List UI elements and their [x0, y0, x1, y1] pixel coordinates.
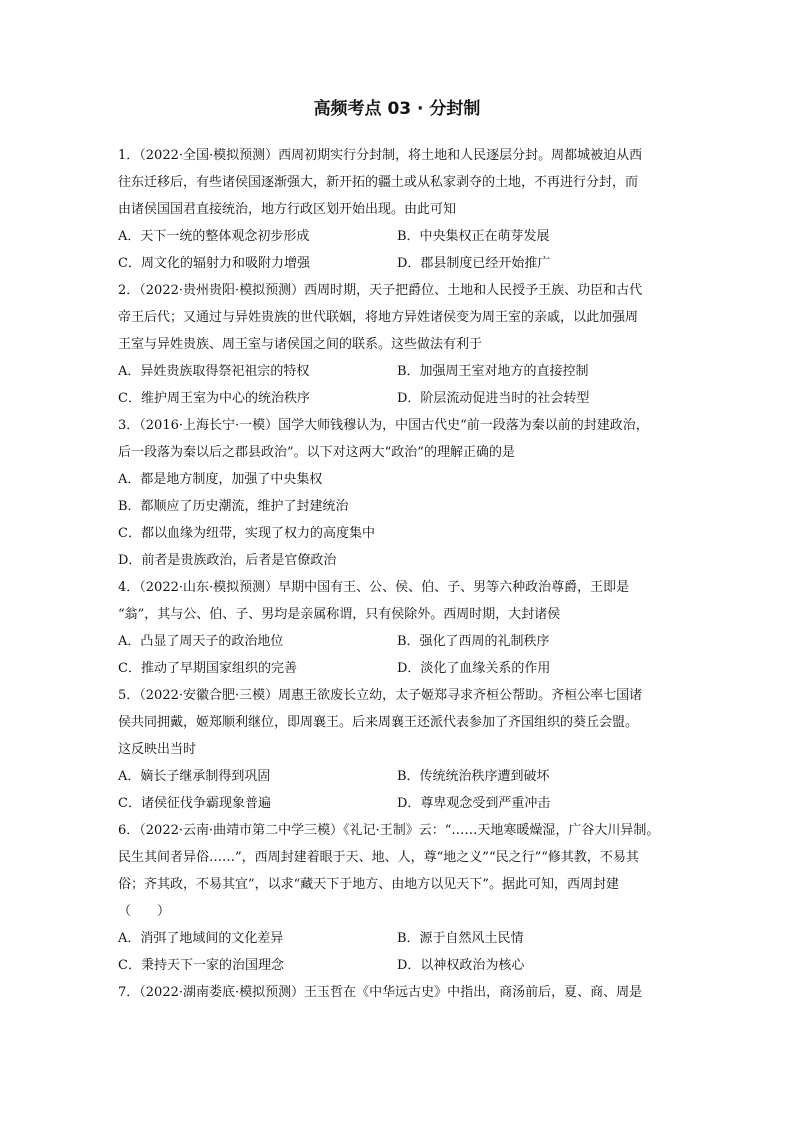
- answer-option: D．以神权政治为核心: [397, 958, 525, 973]
- option-row: [118, 358, 686, 385]
- option-row: [118, 925, 686, 952]
- question-stem-line: 这反映出当时: [118, 742, 197, 757]
- answer-option: A．凸显了周天子的政治地位: [118, 634, 284, 649]
- question-stem-line: 6．（2022·云南·曲靖市第二中学三模）《礼记·王制》云：“……天地寒暖燥湿，广谷大川异制。: [118, 823, 660, 838]
- answer-option: D．阶层流动促进当时的社会转型: [397, 391, 590, 406]
- answer-option: C．秉持天下一家的治国理念: [118, 958, 284, 973]
- answer-option: D．郡县制度已经开始推广: [397, 256, 551, 271]
- question-7: [118, 979, 686, 1006]
- option-row: [118, 790, 686, 817]
- question-stem-line: “翁”，其与公、伯、子、男均是亲属称谓，只有侯除外。西周时期，大封诸侯: [118, 607, 561, 622]
- option-row: [118, 655, 686, 682]
- answer-option: D．前者是贵族政治，后者是官僚政治: [118, 553, 337, 568]
- question-2: [118, 277, 686, 412]
- question-stem-line: 1．（2022·全国·模拟预测）西周初期实行分封制，将土地和人民逐层分封。周都城被迫从西: [118, 148, 643, 163]
- option-row: [118, 223, 686, 250]
- question-3: [118, 412, 686, 574]
- question-5: [118, 682, 686, 817]
- question-stem-line: 由诸侯国国君直接统治，地方行政区划开始出现。由此可知: [118, 202, 457, 217]
- question-stem-line: 俗；齐其政，不易其宜”，以求“藏天下于地方、由地方以见天下”。据此可知，西周封建: [118, 877, 619, 892]
- question-stem-line: 4．（2022·山东·模拟预测）早期中国有王、公、侯、伯、子、男等六种政治尊爵，王即是: [118, 580, 630, 595]
- question-stem-line: 7．（2022·湖南娄底·模拟预测）王玉哲在《中华远古史》中指出，商汤前后，夏、商、周是: [118, 985, 643, 1000]
- question-stem-line: 民生其间者异俗……”，西周封建着眼于天、地、人，尊“地之义”“民之行”“修其教，不易其: [118, 850, 639, 865]
- answer-option: C．推动了早期国家组织的完善: [118, 661, 297, 676]
- question-stem-line: 王室与异姓贵族、周王室与诸侯国之间的联系。这些做法有利于: [118, 337, 483, 352]
- option-row: [118, 520, 686, 547]
- question-stem-line: 2．（2022·贵州贵阳·模拟预测）西周时期，天子把爵位、土地和人民授予王族、功臣和古代: [118, 283, 643, 298]
- question-4: [118, 574, 686, 682]
- question-stem-line: （ ）: [118, 904, 171, 919]
- question-6: [118, 817, 686, 979]
- question-1: [118, 142, 686, 277]
- answer-option: D．淡化了血缘关系的作用: [397, 661, 551, 676]
- option-row: [118, 385, 686, 412]
- option-row: [118, 466, 686, 493]
- question-stem-line: 往东迁移后，有些诸侯国逐渐强大，新开拓的疆土或从私家剥夺的土地，不再进行分封，而: [118, 175, 639, 190]
- option-row: [118, 547, 686, 574]
- answer-option: C．诸侯征伐争霸现象普遍: [118, 796, 271, 811]
- page-title: 高频考点 03 · 分封制: [313, 99, 481, 119]
- question-stem-line: 侯共同拥戴，姬郑顺利继位，即周襄王。后来周襄王还派代表参加了齐国组织的葵丘会盟。: [118, 715, 639, 730]
- answer-option: A．都是地方制度，加强了中央集权: [118, 472, 323, 487]
- answer-option: A．消弭了地域间的文化差异: [118, 931, 284, 946]
- option-row: [118, 493, 686, 520]
- answer-option: B．都顺应了历史潮流，维护了封建统治: [118, 499, 349, 514]
- answer-option: A．异姓贵族取得祭祀祖宗的特权: [118, 364, 310, 379]
- answer-option: B．传统统治秩序遭到破坏: [397, 769, 550, 784]
- answer-option: B．强化了西周的礼制秩序: [397, 634, 550, 649]
- answer-option: C．周文化的辐射力和吸附力增强: [118, 256, 310, 271]
- question-list: [118, 142, 686, 1006]
- answer-option: D．尊卑观念受到严重冲击: [397, 796, 551, 811]
- option-row: [118, 952, 686, 979]
- option-row: [118, 628, 686, 655]
- answer-option: B．加强周王室对地方的直接控制: [397, 364, 589, 379]
- answer-option: B．源于自然风土民情: [397, 931, 524, 946]
- option-row: [118, 763, 686, 790]
- answer-option: A．嫡长子继承制得到巩固: [118, 769, 271, 784]
- question-stem-line: 后一段落为秦以后之郡县政治”。以下对这两大“政治”的理解正确的是: [118, 445, 515, 460]
- answer-option: B．中央集权正在萌芽发展: [397, 229, 550, 244]
- question-stem-line: 帝王后代；又通过与异姓贵族的世代联姻，将地方异姓诸侯变为周王室的亲戚，以此加强周: [118, 310, 639, 325]
- question-stem-line: 3．（2016·上海长宁·一模）国学大师钱穆认为，中国古代史“前一段落为秦以前的封建政治，: [118, 418, 649, 433]
- option-row: [118, 250, 686, 277]
- answer-option: A．天下一统的整体观念初步形成: [118, 229, 310, 244]
- question-stem-line: 5．（2022·安徽合肥·三模）周惠王欲废长立幼，太子姬郑寻求齐桓公帮助。齐桓公率七国诸: [118, 688, 643, 703]
- answer-option: C．都以血缘为纽带，实现了权力的高度集中: [118, 526, 375, 541]
- answer-option: C．维护周王室为中心的统治秩序: [118, 391, 310, 406]
